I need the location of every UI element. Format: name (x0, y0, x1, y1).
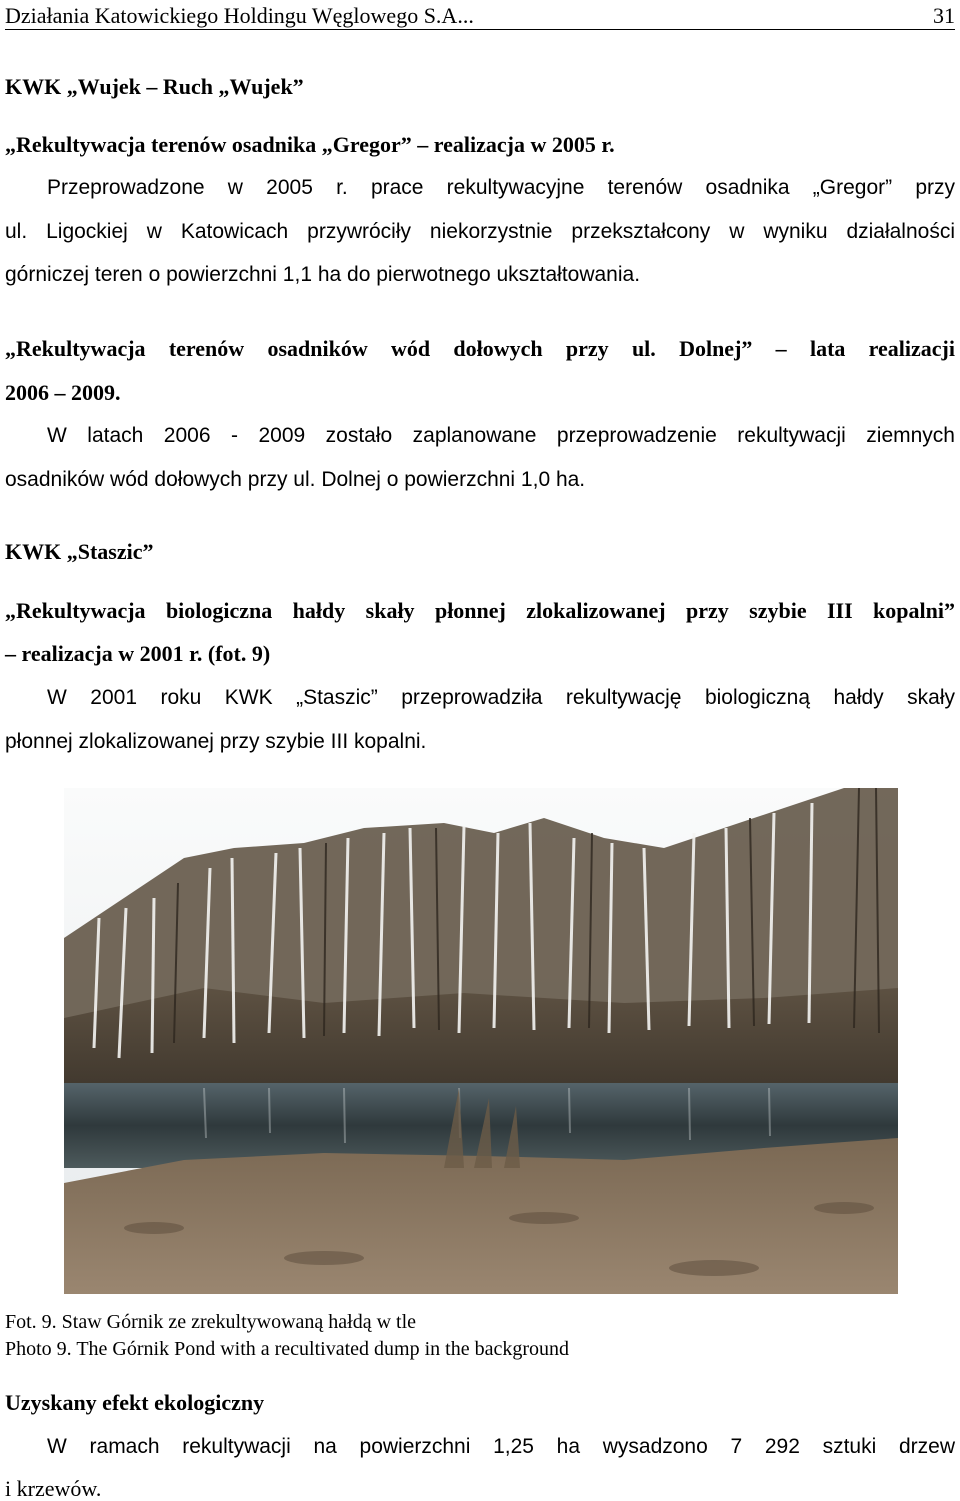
page-number: 31 (933, 3, 955, 28)
paragraph-staszic-line-2: płonnej zlokalizowanej przy szybie III kopalni. (5, 730, 427, 753)
paragraph-dolnej-line-2: osadników wód dołowych przy ul. Dolnej o powierzchni 1,0 ha. (5, 468, 586, 491)
paragraph-effect-line-2: i krzewów. (5, 1476, 102, 1501)
subsection-title-dolnej-line-1: „Rekultywacja terenów osadników wód dołowych przy ul. Dolnej” – lata realizacji (5, 336, 955, 361)
paragraph-staszic-line-1: W 2001 roku KWK „Staszic” przeprowadziła rekultywację biologiczną hałdy skały (47, 686, 955, 709)
subsection-title-dolnej-line-2: 2006 – 2009. (5, 380, 121, 405)
figure-caption-en: Photo 9. The Górnik Pond with a recultivated dump in the background (5, 1338, 569, 1360)
figure-caption-pl: Fot. 9. Staw Górnik ze zrekultywowaną hałdą w tle (5, 1311, 417, 1333)
photo-gornik-pond-image (64, 788, 898, 1294)
section-heading-staszic: KWK „Staszic” (5, 539, 154, 564)
subsection-title-gregor: „Rekultywacja terenów osadnika „Gregor” – realizacja w 2005 r. (5, 132, 615, 157)
paragraph-gregor-line-3: górniczej teren o powierzchni 1,1 ha do pierwotnego ukształtowania. (5, 263, 641, 286)
subsection-title-staszic-line-1: „Rekultywacja biologiczna hałdy skały płonnej zlokalizowanej przy szybie III kopalni” (5, 598, 955, 623)
paragraph-dolnej-line-1: W latach 2006 - 2009 zostało zaplanowane przeprowadzenie rekultywacji ziemnych (47, 424, 955, 447)
paragraph-gregor-line-1: Przeprowadzone w 2005 r. prace rekultywacyjne terenów osadnika „Gregor” przy (47, 176, 955, 199)
paragraph-effect-line-1: W ramach rekultywacji na powierzchni 1,25 ha wysadzono 7 292 sztuki drzew (47, 1435, 955, 1458)
paragraph-gregor-line-2: ul. Ligockiej w Katowicach przywróciły niekorzystnie przekształcony w wyniku działalności (5, 220, 955, 243)
photo-gornik-pond (64, 788, 898, 1294)
section-heading-effect: Uzyskany efekt ekologiczny (5, 1390, 265, 1415)
section-heading-wujek: KWK „Wujek – Ruch „Wujek” (5, 74, 304, 99)
running-header (5, 4, 955, 30)
header-title: Działania Katowickiego Holdingu Węglowego S.A... (5, 3, 474, 28)
subsection-title-staszic-line-2: – realizacja w 2001 r. (fot. 9) (5, 641, 271, 666)
